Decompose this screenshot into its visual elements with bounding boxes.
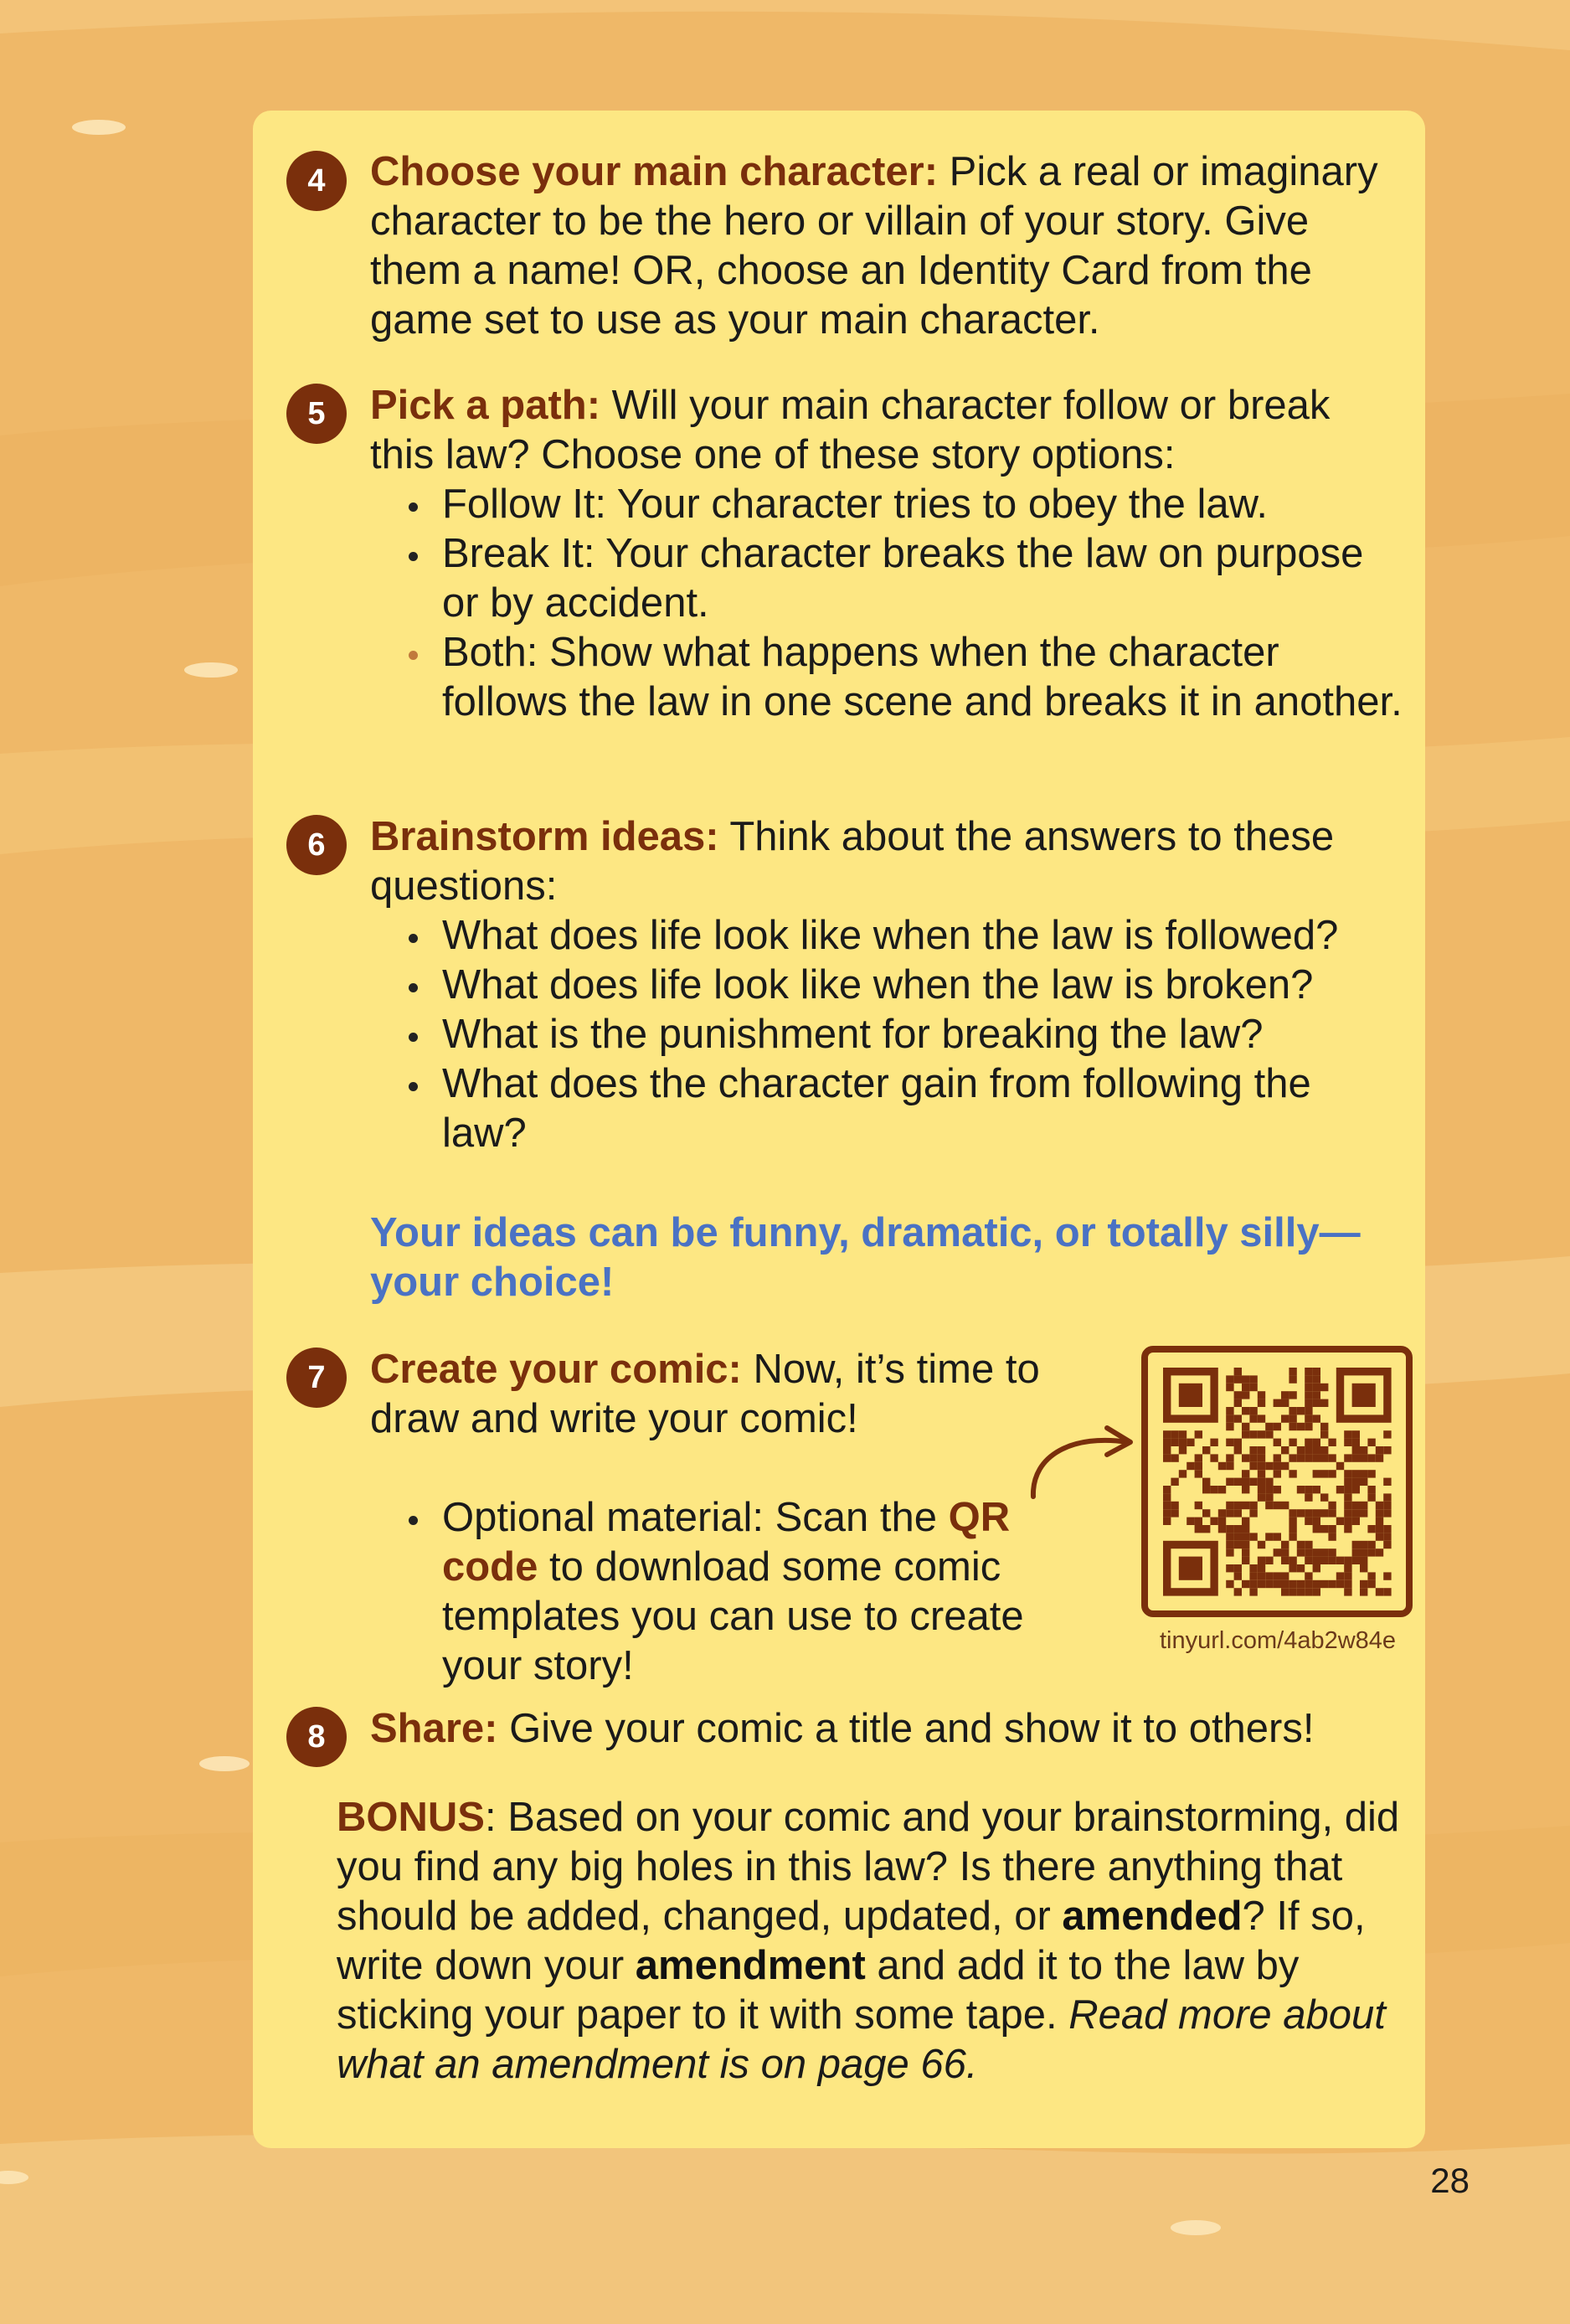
step-8-text [370,1704,1400,1754]
qr-bullet-post: to download some comic templates you can use to create your story! [442,1544,1024,1688]
list-item: Break It: Your character breaks the law on purpose or by accident. [442,529,1405,628]
qr-url[interactable]: tinyurl.com/4ab2w84e [1159,1627,1397,1654]
list-item: What does the character gain from following the law? [442,1059,1405,1158]
step-6-body: Think about the answers to these questions: [370,814,1335,909]
step-4-body: Pick a real or imaginary character to be the hero or villain of your story. Give them a name! OR, choose an Identity Card from the game set to use as your main character. [370,149,1378,343]
qr-bullet-pre: Optional material: Scan the [442,1495,949,1540]
list-item: What does life look like when the law is followed? [442,911,1405,961]
bonus-amended: amended [1062,1894,1243,1939]
ideas-note: Your ideas can be funny, dramatic, or totally silly—your choice! [370,1210,1361,1305]
step-5-text [370,381,1400,480]
step-7-text [370,1345,1057,1444]
step-4-heading: Choose your main character: [370,149,939,194]
list-item: Both: Show what happens when the character follows the law in one scene and breaks it in another. [442,628,1405,727]
step-6-badge: 6 [286,815,347,875]
step-7-options [442,1493,1104,1691]
step-7-body: Now, it’s time to draw and write your comic! [370,1347,1040,1441]
instructions-card [253,111,1425,2148]
step-6-questions [442,911,1405,1158]
page-number: 28 [1430,2161,1470,2200]
step-4-text [370,147,1400,345]
qr-code[interactable] [1141,1346,1413,1617]
step-8-heading: Share: [370,1706,498,1751]
step-8-body: Give your comic a title and show it to others! [497,1706,1315,1751]
list-item: What does life look like when the law is broken? [442,961,1405,1010]
step-5-body: Will your main character follow or break this law? Choose one of these story options: [370,383,1331,477]
step-5-heading: Pick a path: [370,383,601,428]
step-7-badge: 7 [286,1348,347,1408]
bonus-paragraph [337,1793,1400,2090]
bonus-page-reference: Read more about what an amendment is on page 66. [337,1992,1386,2087]
step-7-heading: Create your comic: [370,1347,742,1392]
list-item: Follow It: Your character tries to obey the law. [442,480,1405,529]
qr-code-icon [1148,1353,1406,1610]
qr-code-label: QR code [442,1495,1011,1590]
bonus-amendment: amendment [635,1943,866,1988]
step-6-heading: Brainstorm ideas: [370,814,719,859]
step-5-options [442,480,1405,727]
bonus-text-3: and add it to the law by sticking your paper to it with some tape. [337,1943,1300,2038]
step-8-badge: 8 [286,1707,347,1767]
bonus-text-2: ? If so, write down your [337,1894,1366,1988]
arrow-icon [1023,1404,1149,1530]
list-item: What is the punishment for breaking the law? [442,1010,1405,1059]
step-4-badge: 4 [286,151,347,211]
bonus-heading: BONUS [337,1795,485,1840]
bonus-text-1: : Based on your comic and your brainstorming, did you find any big holes in this law? Is there anything that should be added, changed, updated, or [337,1795,1400,1939]
step-5-badge: 5 [286,384,347,444]
step-6-text [370,812,1400,911]
list-item [442,1493,1104,1691]
